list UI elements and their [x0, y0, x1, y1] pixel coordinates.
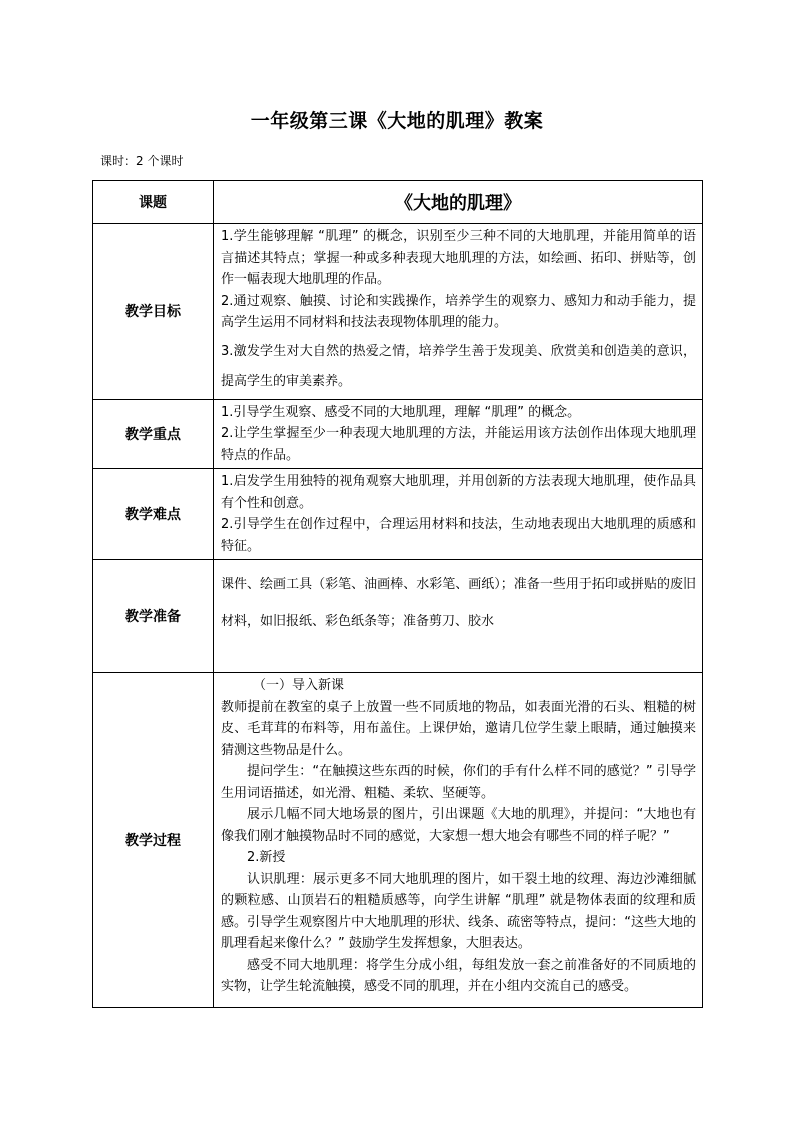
difficulty-item: 1.启发学生用独特的视角观察大地肌理，并用创新的方法表现大地肌理，使作品具有个性和创意。: [221, 474, 696, 511]
key-points-row: [93, 399, 703, 469]
preparation-content: [214, 560, 703, 673]
class-hours: 课时：2 个课时: [100, 154, 184, 168]
key-point-item: 1.引导学生观察、感受不同的大地肌理，理解 “肌理” 的概念。: [221, 404, 581, 420]
preparation-label: 教学准备: [93, 560, 214, 673]
subject-value: 《大地的肌理》: [214, 181, 703, 224]
lesson-plan-table: [92, 180, 703, 1008]
difficulties-label: 教学难点: [93, 469, 214, 560]
subject-label: 课题: [93, 181, 214, 224]
process-heading: （一）导入新课: [253, 678, 345, 693]
process-paragraph: 展示几幅不同大地场景的图片，引出课题《大地的肌理》，并提问：“大地也有像我们刚才触摸物品时不同的感觉，大家想一想大地会有哪些不同的样子呢？”: [221, 807, 696, 844]
process-paragraph: 提问学生：“在触摸这些东西的时候，你们的手有什么样不同的感觉？” 引导学生用词语描述，如光滑、粗糙、柔软、坚硬等。: [221, 764, 696, 801]
key-points-label: 教学重点: [93, 399, 214, 469]
preparation-row: [93, 560, 703, 673]
objective-item: 3.激发学生对大自然的热爱之情，培养学生善于发现美、欣赏美和创造美的意识，提高学生的审美素养。: [221, 343, 696, 389]
objectives-label: 教学目标: [93, 224, 214, 400]
process-content: [214, 673, 703, 1008]
process-label: 教学过程: [93, 673, 214, 1008]
process-paragraph: 教师提前在教室的桌子上放置一些不同质地的物品，如表面光滑的石头、粗糙的树皮、毛茸茸的布料等，用布盖住。上课伊始，邀请几位学生蒙上眼睛，通过触摸来猜测这些物品是什么。: [221, 699, 696, 758]
objectives-content: [214, 224, 703, 400]
difficulty-item: 2.引导学生在创作过程中，合理运用材料和技法，生动地表现出大地肌理的质感和特征。: [221, 517, 696, 554]
process-heading: 2.新授: [247, 850, 286, 865]
objective-item: 1.学生能够理解 “肌理” 的概念，识别至少三种不同的大地肌理，并能用简单的语言描述其特点；掌握一种或多种表现大地肌理的方法，如绘画、拓印、拼贴等，创作一幅表现大地肌理的作品。: [221, 229, 696, 287]
objective-item: 2.通过观察、触摸、讨论和实践操作，培养学生的观察力、感知力和动手能力，提高学生运用不同材料和技法表现物体肌理的能力。: [221, 293, 696, 330]
process-paragraph: 认识肌理：展示更多不同大地肌理的图片，如干裂土地的纹理、海边沙滩细腻的颗粒感、山顶岩石的粗糙质感等，向学生讲解 “肌理” 就是物体表面的纹理和质感。引导学生观察图片中大地肌理的形状、线条、疏密等特点，提问：“这些大地的肌理看起来像什么？” 鼓励学生发挥想象，大胆表达。: [221, 871, 696, 951]
process-row: [93, 673, 703, 1008]
difficulties-content: [214, 469, 703, 560]
preparation-text: 课件、绘画工具（彩笔、油画棒、水彩笔、画纸）；准备一些用于拓印或拼贴的废旧材料，如旧报纸、彩色纸条等；准备剪刀、胶水: [221, 577, 696, 629]
key-point-item: 2.让学生掌握至少一种表现大地肌理的方法，并能运用该方法创作出体现大地肌理特点的作品。: [221, 426, 696, 463]
difficulties-row: [93, 469, 703, 560]
objectives-row: [93, 224, 703, 400]
subject-row: [93, 181, 703, 224]
document-title: 一年级第三课《大地的肌理》教案: [250, 110, 544, 132]
process-paragraph: 感受不同大地肌理：将学生分成小组，每组发放一套之前准备好的不同质地的实物，让学生轮流触摸，感受不同的肌理，并在小组内交流自己的感受。: [221, 957, 696, 994]
key-points-content: [214, 399, 703, 469]
